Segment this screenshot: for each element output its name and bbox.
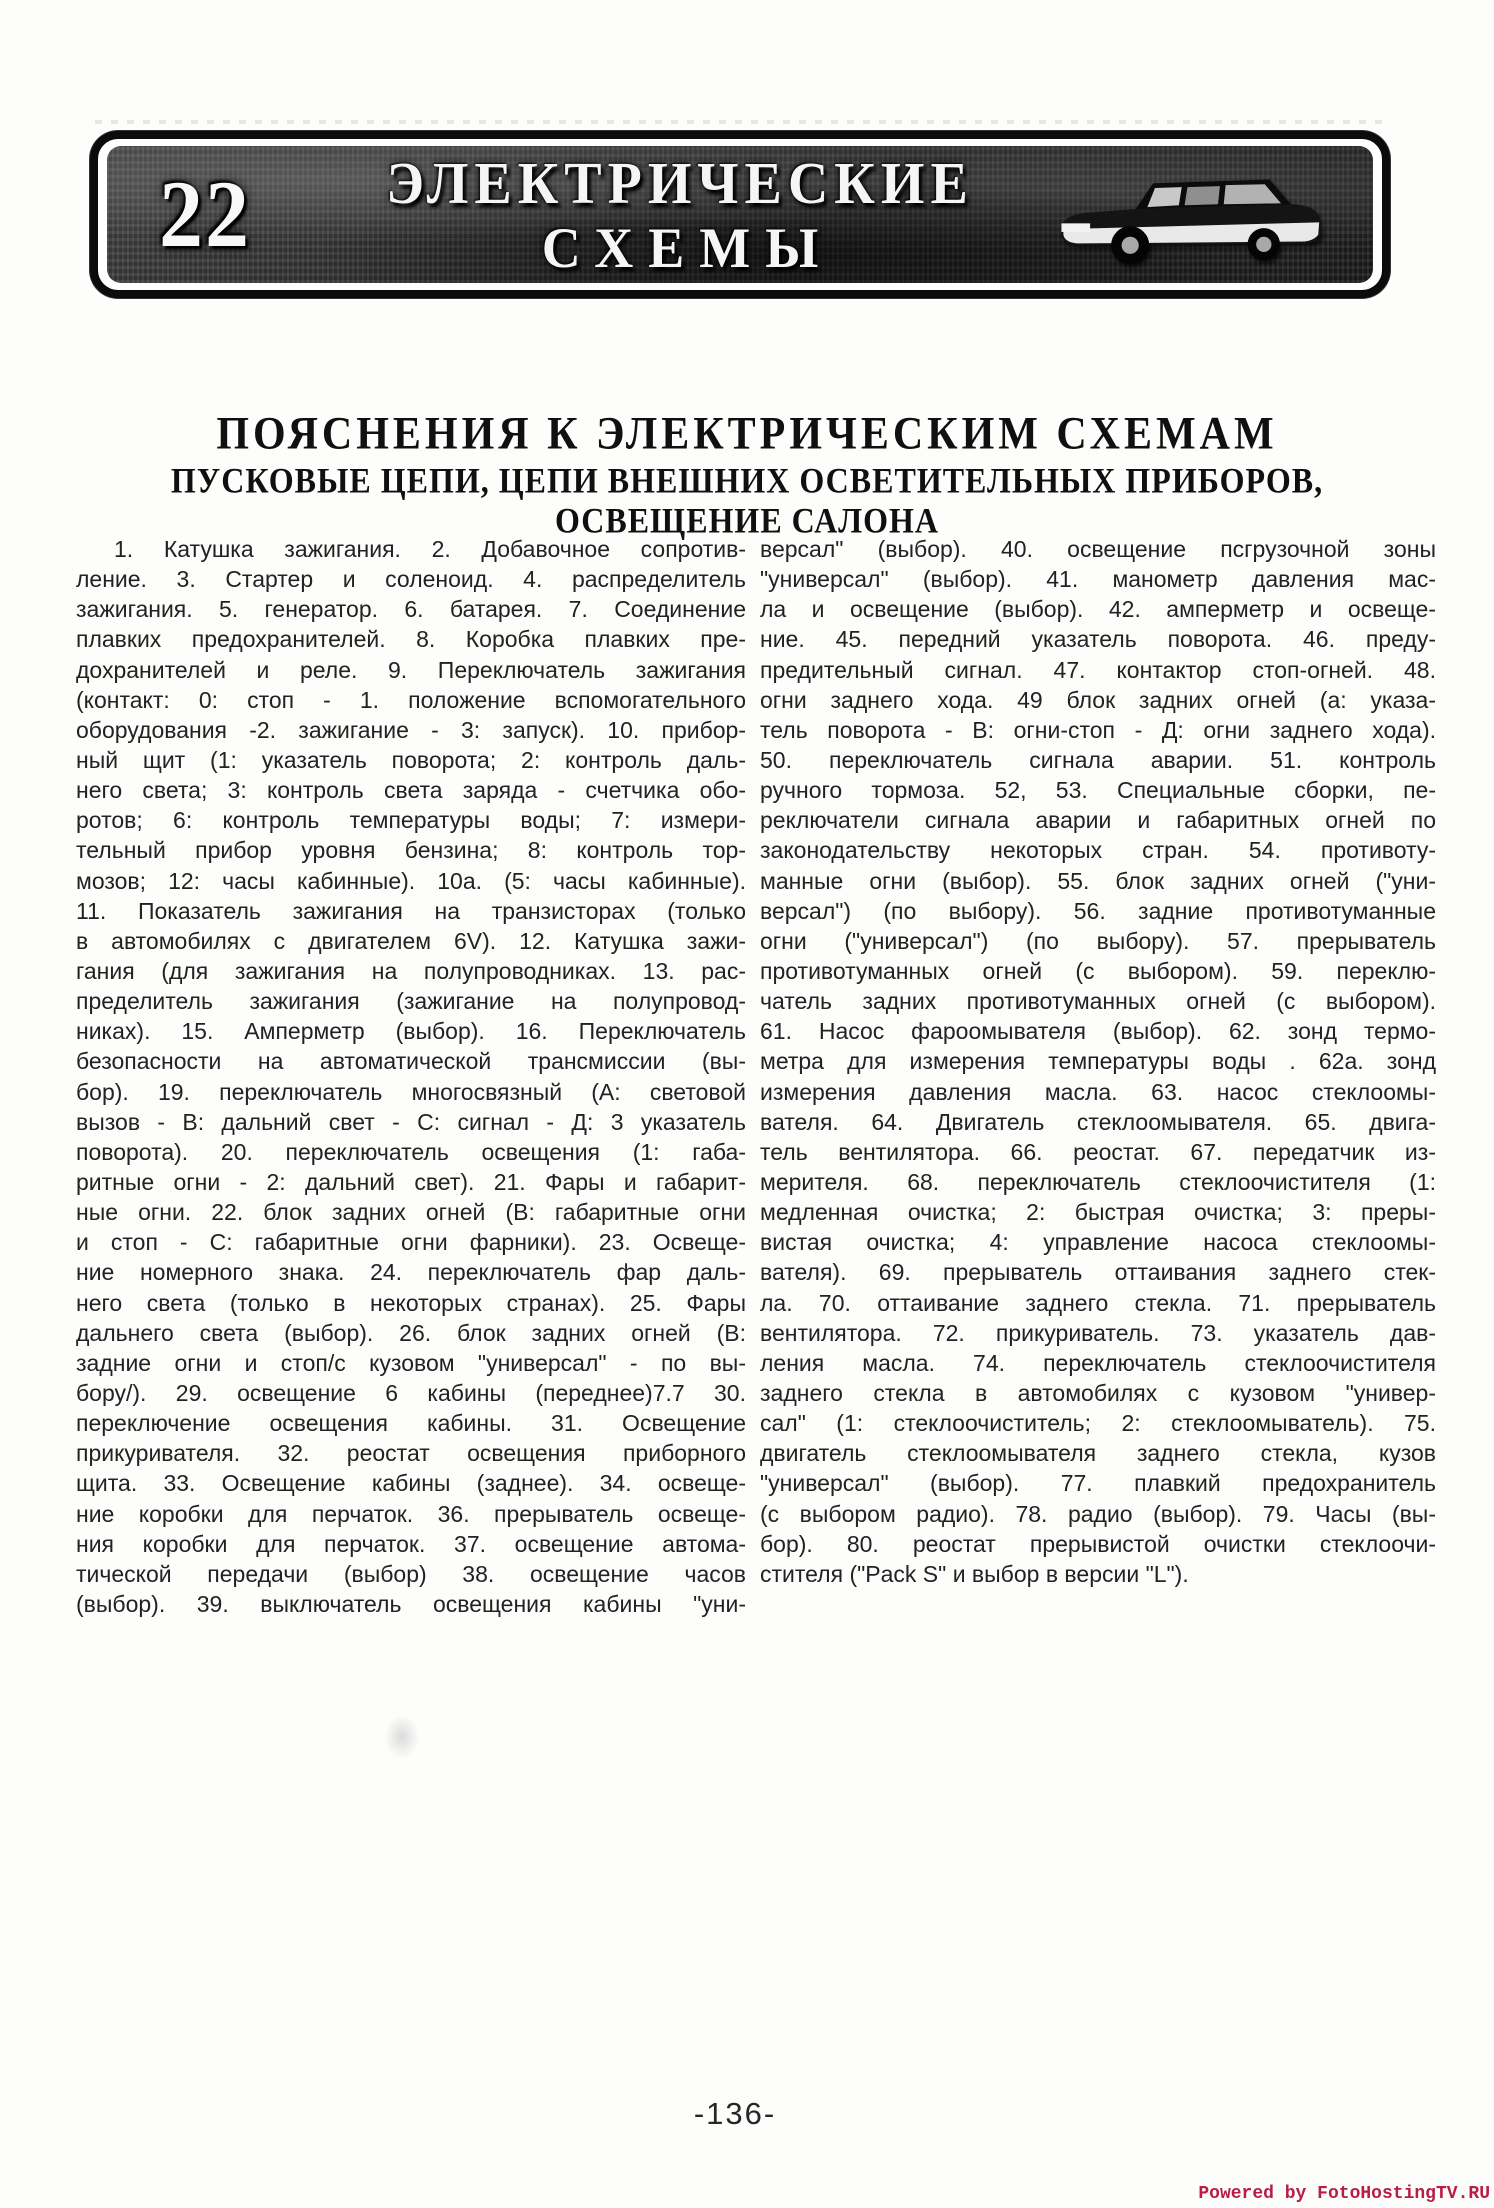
text-line: (с выбором радио). 78. радио (выбор). 79. Часы (вы-: [760, 1500, 1436, 1527]
text-line: метра для измерения температуры воды . 62а. зонд: [760, 1048, 1436, 1075]
text-line: (выбор). 39. выключатель освещения кабины "уни-: [76, 1590, 746, 1617]
text-line: сал" (1: стеклоочиститель; 2: стеклоомыватель). 75.: [760, 1410, 1436, 1437]
text-line: тической передачи (выбор) 38. освещение часов: [76, 1560, 746, 1587]
text-line: ние. 45. передний указатель поворота. 46. преду-: [760, 626, 1436, 653]
text-line: чатель задних противотуманных огней (с выбором).: [760, 988, 1436, 1015]
text-line: огни заднего хода. 49 блок задних огней (а: указа-: [760, 686, 1436, 713]
left-column: [76, 534, 746, 1619]
text-line: версал") (по выбору). 56. задние противотуманные: [760, 897, 1436, 924]
chapter-banner-panel: [107, 146, 1373, 283]
text-line: зажигания. 5. генератор. 6. батарея. 7. Соединение: [76, 596, 746, 623]
text-line: оборудования -2. зажигание - 3: запуск). 10. прибор-: [76, 716, 746, 743]
text-line: вентилятора. 72. прикуриватель. 73. указатель дав-: [760, 1319, 1436, 1346]
text-line: заднего стекла в автомобилях с кузовом "универ-: [760, 1379, 1436, 1406]
text-line: дальнего света (выбор). 26. блок задних огней (В:: [76, 1319, 746, 1346]
text-line: никах). 15. Амперметр (выбор). 16. Переключатель: [76, 1018, 746, 1045]
text-line: бор). 80. реостат прерывистой очистки стеклоочи-: [760, 1530, 1436, 1557]
text-line: ла и освещение (выбор). 42. амперметр и освеще-: [760, 596, 1436, 623]
text-line: ние коробки для перчаток. 36. прерыватель освеще-: [76, 1500, 746, 1527]
text-line: пределитель зажигания (зажигание на полупровод-: [76, 988, 746, 1015]
text-line: 50. переключатель сигнала аварии. 51. контроль: [760, 746, 1436, 773]
text-line: ротов; 6: контроль температуры воды; 7: измери-: [76, 807, 746, 834]
text-line: переключение освещения кабины. 31. Освещение: [76, 1410, 746, 1437]
section-headings: [0, 408, 1494, 540]
text-line: бор). 19. переключатель многосвязный (А: световой: [76, 1078, 746, 1105]
text-line: версал" (выбор). 40. освещение псгрузочной зоны: [760, 536, 1436, 562]
text-line: 11. Показатель зажигания на транзисторах (только: [76, 897, 746, 924]
text-line: него света; 3: контроль света заряда - счетчика обо-: [76, 777, 746, 804]
text-line: ние номерного знака. 24. переключатель фар даль-: [76, 1259, 746, 1286]
text-line: мозов; 12: часы кабинные). 10а. (5: часы кабинные).: [76, 867, 746, 894]
section-heading: ПОЯСНЕНИЯ К ЭЛЕКТРИЧЕСКИМ СХЕМАМ: [216, 408, 1278, 460]
text-line: ла. 70. оттаивание заднего стекла. 71. прерыватель: [760, 1289, 1436, 1316]
text-line: ление. 3. Стартер и соленоид. 4. распределитель: [76, 566, 746, 593]
text-line: тель вентилятора. 66. реостат. 67. передатчик из-: [760, 1138, 1436, 1165]
text-line: мерителя. 68. переключатель стеклоочистителя (1:: [760, 1168, 1436, 1195]
text-line: 1. Катушка зажигания. 2. Добавочное сопротив-: [114, 536, 746, 562]
chapter-title-line1: ЭЛЕКТРИЧЕСКИЕ: [386, 150, 974, 217]
car-illustration-icon: [1047, 168, 1347, 273]
text-line: законодательству некоторых стран. 54. противоту-: [760, 837, 1436, 864]
chapter-number: 22: [159, 162, 251, 267]
body-text: [76, 534, 1436, 1619]
text-line: плавких предохранителей. 8. Коробка плавких пре-: [76, 626, 746, 653]
text-line: ручного тормоза. 52, 53. Специальные сборки, пе-: [760, 777, 1436, 804]
scan-smudge: [383, 1713, 421, 1761]
text-line: в автомобилях с двигателем 6V). 12. Катушка зажи-: [76, 927, 746, 954]
text-line: огни ("универсал") (по выбору). 57. прерыватель: [760, 927, 1436, 954]
text-line: реключатели сигнала аварии и габаритных огней по: [760, 807, 1436, 834]
text-line: вызов - В: дальний свет - С: сигнал - Д: 3 указатель: [76, 1108, 746, 1135]
text-line: прикуривателя. 32. реостат освещения приборного: [76, 1440, 746, 1467]
text-line: вателя. 64. Двигатель стеклоомывателя. 65. двига-: [760, 1108, 1436, 1135]
text-line: тель поворота - В: огни-стоп - Д: огни заднего хода).: [760, 716, 1436, 743]
text-line: задние огни и стоп/с кузовом "универсал" - по вы-: [76, 1349, 746, 1376]
text-line: (контакт: 0: стоп - 1. положение вспомогательного: [76, 686, 746, 713]
text-line: и стоп - С: габаритные огни фарники). 23. Освеще-: [76, 1229, 746, 1256]
text-line: гания (для зажигания на полупроводниках. 13. рас-: [76, 957, 746, 984]
text-line: безопасности на автоматической трансмиссии (вы-: [76, 1048, 746, 1075]
text-line: щита. 33. Освещение кабины (заднее). 34. освеще-: [76, 1470, 746, 1497]
text-line: стителя ("Pack S" и выбор в версии "L").: [760, 1560, 1189, 1587]
text-line: измерения давления масла. 63. насос стеклоомы-: [760, 1078, 1436, 1105]
chapter-banner: [90, 131, 1390, 298]
text-line: ные огни. 22. блок задних огней (В: габаритные огни: [76, 1199, 746, 1226]
text-line: вистая очистка; 4: управление насоса стеклоомы-: [760, 1229, 1436, 1256]
chapter-title-line2: СХЕМЫ: [541, 216, 834, 279]
text-line: медленная очистка; 2: быстрая очистка; 3: преры-: [760, 1199, 1436, 1226]
text-line: ный щит (1: указатель поворота; 2: контроль даль-: [76, 746, 746, 773]
section-subheading-line1: ПУСКОВЫЕ ЦЕПИ, ЦЕПИ ВНЕШНИХ ОСВЕТИТЕЛЬНЫХ ПРИБОРОВ,: [170, 459, 1324, 501]
text-line: бору/). 29. освещение 6 кабины (переднее)7.7 30.: [76, 1379, 746, 1406]
text-line: двигатель стеклоомывателя заднего стекла, кузов: [760, 1440, 1436, 1467]
text-line: ния коробки для перчаток. 37. освещение автома-: [76, 1530, 746, 1557]
page-number: -136-: [693, 2096, 777, 2131]
text-line: "универсал" (выбор). 77. плавкий предохранитель: [760, 1470, 1436, 1497]
text-line: вателя). 69. прерыватель оттаивания заднего стек-: [760, 1259, 1436, 1286]
section-subheading-line2: ОСВЕЩЕНИЕ САЛОНА: [554, 499, 940, 541]
text-line: манные огни (выбор). 55. блок задних огней ("уни-: [760, 867, 1436, 894]
text-line: противотуманных огней (с выбором). 59. переклю-: [760, 957, 1436, 984]
text-line: тельный прибор уровня бензина; 8: контроль тор-: [76, 837, 746, 864]
chapter-title: [386, 151, 974, 279]
text-line: поворота). 20. переключатель освещения (1: габа-: [76, 1138, 746, 1165]
right-column: [760, 534, 1436, 1619]
text-line: дохранителей и реле. 9. Переключатель зажигания: [76, 656, 746, 683]
text-line: ритные огни - 2: дальний свет). 21. Фары и габарит-: [76, 1168, 746, 1195]
scan-noise-band: [95, 120, 1390, 124]
text-line: него света (только в некоторых странах). 25. Фары: [76, 1289, 746, 1316]
text-line: ления масла. 74. переключатель стеклоочистителя: [760, 1349, 1436, 1376]
text-line: 61. Насос фароомывателя (выбор). 62. зонд термо-: [760, 1018, 1436, 1045]
text-line: "универсал" (выбор). 41. манометр давления мас-: [760, 566, 1436, 593]
watermark: Powered by FotoHostingTV.RU: [1198, 2184, 1490, 2204]
text-line: предительный сигнал. 47. контактор стоп-огней. 48.: [760, 656, 1436, 683]
